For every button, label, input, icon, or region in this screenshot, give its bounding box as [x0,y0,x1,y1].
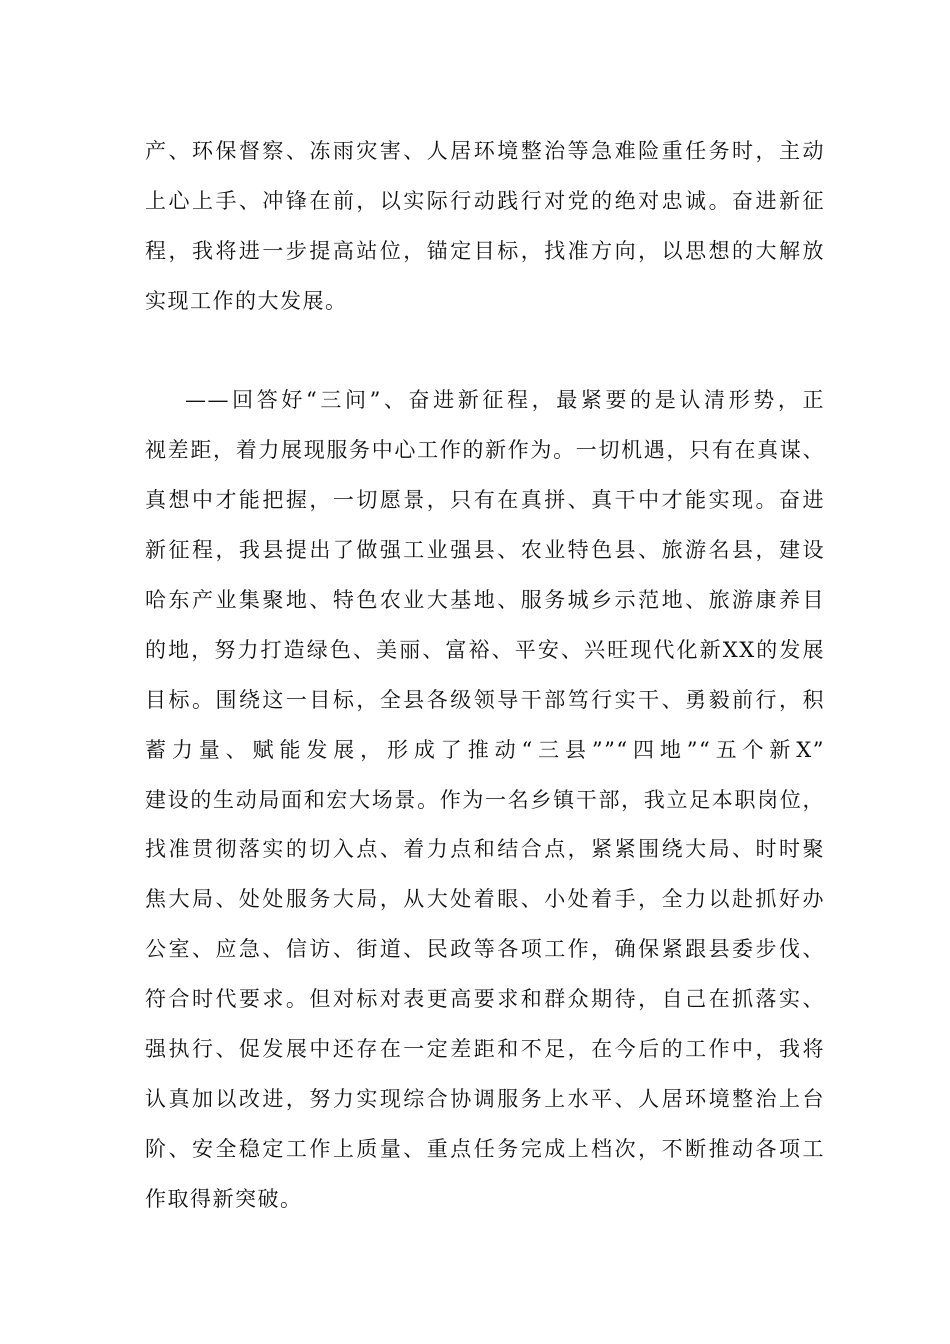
paragraph-2-line-1: ——回答好“三问”、奋进新征程，最紧要的是认清形势，正 [185,388,825,412]
paragraph-1-line-3: 程，我将进一步提高站位，锚定目标，找准方向，以思想的大解放 [145,239,825,263]
paragraph-2-line-17: 作取得新突破。 [145,1187,303,1211]
paragraph-1-line-1: 产、环保督察、冻雨灾害、人居环境整治等急难险重任务时，主动 [145,139,825,163]
paragraph-2-line-3: 真想中才能把握，一切愿景，只有在真拼、真干中才能实现。奋进 [145,488,825,512]
paragraph-2-line-2: 视差距，着力展现服务中心工作的新作为。一切机遇，只有在真谋、 [145,438,825,462]
paragraph-2-line-8: 蓄力量、赋能发展，形成了推动“三县””“四地”“五个新X” [145,738,825,762]
paragraph-2-line-10: 找准贯彻落实的切入点、着力点和结合点，紧紧围绕大局、时时聚 [145,837,825,861]
paragraph-1-line-2: 上心上手、冲锋在前，以实际行动践行对党的绝对忠诚。奋进新征 [145,189,825,213]
paragraph-2-line-9: 建设的生动局面和宏大场景。作为一名乡镇干部，我立足本职岗位， [145,788,825,812]
paragraph-2-line-16: 阶、安全稳定工作上质量、重点任务完成上档次，不断推动各项工 [145,1137,825,1161]
paragraph-2-line-11: 焦大局、处处服务大局，从大处着眼、小处着手，全力以赴抓好办 [145,887,825,911]
paragraph-2-line-4: 新征程，我县提出了做强工业强县、农业特色县、旅游名县，建设 [145,538,825,562]
paragraph-2-line-6: 的地，努力打造绿色、美丽、富裕、平安、兴旺现代化新XX的发展 [145,638,825,662]
paragraph-2-line-5: 哈东产业集聚地、特色农业大基地、服务城乡示范地、旅游康养目 [145,588,825,612]
paragraph-2-line-12: 公室、应急、信访、街道、民政等各项工作，确保紧跟县委步伐、 [145,937,825,961]
paragraph-2-line-15: 认真加以改进，努力实现综合协调服务上水平、人居环境整治上台 [145,1087,825,1111]
paragraph-2-line-13: 符合时代要求。但对标对表更高要求和群众期待，自己在抓落实、 [145,987,825,1011]
paragraph-2-line-14: 强执行、促发展中还存在一定差距和不足，在今后的工作中，我将 [145,1037,825,1061]
paragraph-1-line-4: 实现工作的大发展。 [145,289,348,313]
paragraph-2-line-7: 目标。围绕这一目标，全县各级领导干部笃行实干、勇毅前行，积 [145,688,825,712]
